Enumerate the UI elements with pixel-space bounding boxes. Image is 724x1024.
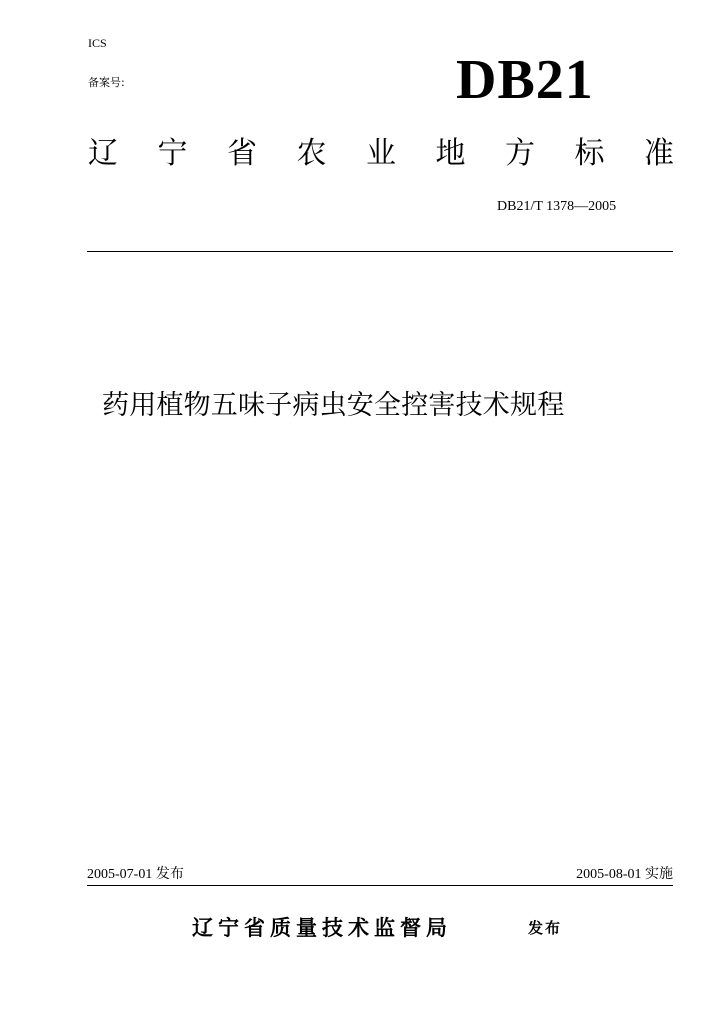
implement-label: 实施 — [645, 866, 673, 882]
issuing-authority: 辽宁省质量技术监督局 — [192, 916, 452, 940]
issuer-suffix: 发布 — [528, 919, 563, 937]
standard-type-char: 农 — [296, 136, 327, 171]
implement-date-line — [576, 863, 673, 883]
standard-type-char: 业 — [366, 136, 396, 171]
top-divider — [87, 251, 673, 252]
standard-type-char: 辽 — [88, 136, 118, 171]
bottom-divider — [87, 885, 673, 886]
standard-type-char: 宁 — [157, 136, 188, 171]
ics-label: ICS — [88, 36, 107, 50]
release-date: 2005-07-01 — [87, 867, 153, 882]
standard-type-char: 地 — [435, 136, 466, 171]
standard-type-heading — [88, 132, 674, 176]
implement-date: 2005-08-01 — [576, 867, 642, 882]
document-title: 药用植物五味子病虫安全控害技术规程 — [102, 390, 565, 421]
standard-code-logo: DB21 — [456, 49, 594, 111]
release-date-line — [87, 863, 184, 883]
standard-number: DB21/T 1378—2005 — [497, 199, 617, 214]
standard-type-char: 方 — [505, 136, 535, 171]
release-label: 发布 — [155, 866, 184, 882]
standard-type-char: 标 — [574, 136, 605, 171]
standard-type-char: 省 — [227, 136, 257, 171]
standard-type-char: 准 — [644, 136, 674, 171]
filing-number-label: 备案号: — [88, 76, 125, 89]
